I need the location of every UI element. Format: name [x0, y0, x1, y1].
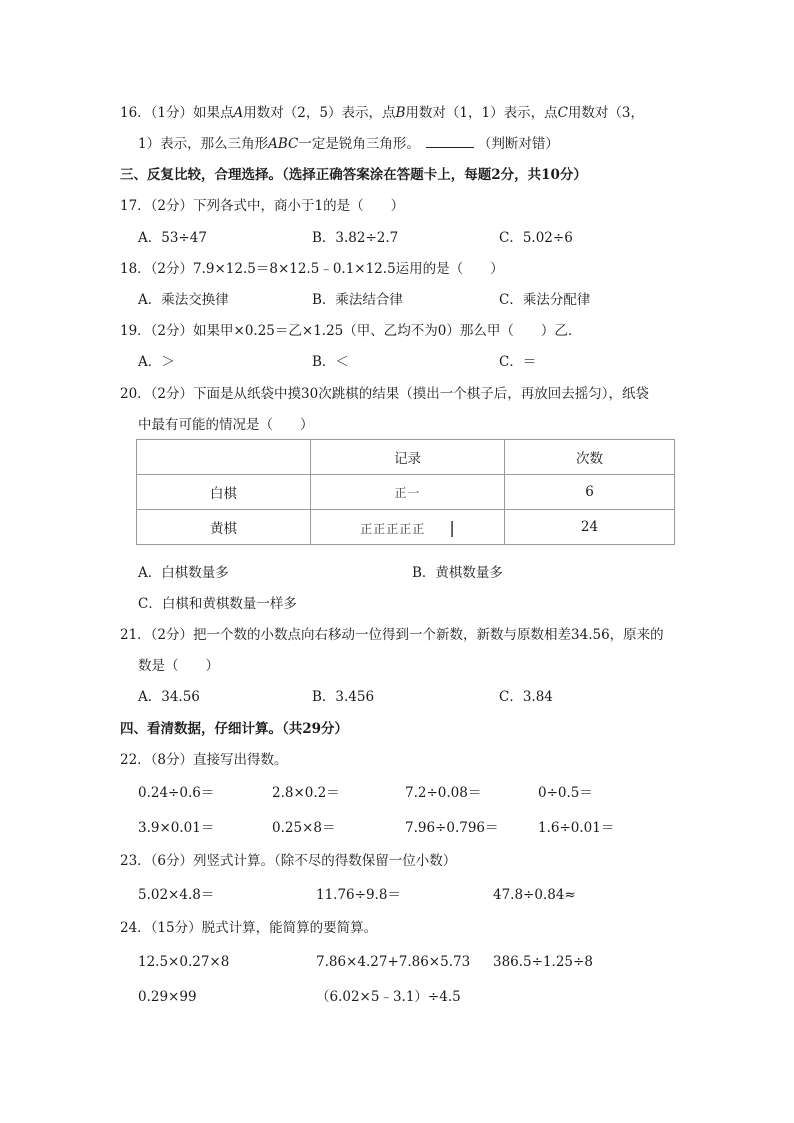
- q24-item: 386.5÷1.25÷8: [493, 954, 593, 970]
- q22-item: 7.96÷0.796＝: [405, 820, 499, 836]
- table-header-row: [137, 440, 675, 475]
- table-cell-count: 6: [505, 475, 675, 510]
- q16-var-c: C: [557, 105, 568, 121]
- q23-item: 11.76÷9.8＝: [316, 887, 401, 903]
- q23-item: 5.02×4.8＝: [138, 887, 215, 903]
- q19-option-a[interactable]: A．＞: [138, 354, 175, 370]
- q22-item: 0.24÷0.6＝: [138, 785, 215, 801]
- table-header-record: 记录: [311, 440, 505, 475]
- table-cell-name: 白棋: [137, 475, 311, 510]
- q19-option-c[interactable]: C．＝: [499, 354, 537, 370]
- q16-text-1: 16．（1分）如果点: [120, 105, 234, 121]
- q19-option-b[interactable]: B．＜: [312, 354, 349, 370]
- table-cell-count: 24: [505, 510, 675, 545]
- tally-marks: 正一: [394, 485, 421, 500]
- table-header-count: 次数: [505, 440, 675, 475]
- q22-item: 7.2÷0.08＝: [405, 785, 482, 801]
- q24-item: 7.86×4.27+7.86×5.73: [316, 954, 471, 970]
- table-row: [137, 475, 675, 510]
- q18-option-b[interactable]: B．乘法结合律: [312, 292, 403, 308]
- q21-option-b[interactable]: B．3.456: [312, 689, 375, 705]
- tally-marks: 正正正正正: [360, 521, 426, 536]
- q16-text-3: 用数对（1，1）表示，点: [405, 105, 558, 121]
- q17-option-c[interactable]: C．5.02÷6: [499, 230, 573, 246]
- table-cell-name: 黄棋: [137, 510, 311, 545]
- q21-stem-2: 数是（ ）: [138, 658, 219, 674]
- q17-stem: 17．（2分）下列各式中，商小于1的是（ ）: [120, 198, 405, 214]
- q22-item: 0÷0.5＝: [538, 785, 593, 801]
- section3-title: 三、反复比较，合理选择。（选择正确答案涂在答题卡上，每题2分，共10分）: [120, 167, 587, 183]
- q21-option-a[interactable]: A．34.56: [138, 689, 200, 705]
- section4-title: 四、看清数据，仔细计算。（共29分）: [120, 721, 349, 737]
- q22-stem: 22．（8分）直接写出得数。: [120, 752, 288, 768]
- q21-option-c[interactable]: C．3.84: [499, 689, 553, 705]
- q17-option-a[interactable]: A．53÷47: [138, 230, 207, 246]
- tally-table: [136, 439, 675, 545]
- q20-stem-2: 中最有可能的情况是（ ）: [138, 417, 314, 433]
- q16-text-2: 用数对（2，5）表示，点: [243, 105, 396, 121]
- q24-item: 0.29×99: [138, 989, 197, 1005]
- q17-option-b[interactable]: B．3.82÷2.7: [312, 230, 399, 246]
- q20-stem-1: 20．（2分）下面是从纸袋中摸30次跳棋的结果（摸出一个棋子后，再放回去摇匀），纸袋: [120, 386, 649, 402]
- q22-item: 1.6÷0.01＝: [538, 820, 615, 836]
- table-cell-record: [311, 475, 505, 510]
- q16-var-a: A: [233, 105, 244, 121]
- q21-stem-1: 21．（2分）把一个数的小数点向右移动一位得到一个新数，新数与原数相差34.56，原来的: [120, 627, 664, 643]
- q16-text-7: （判断对错）: [477, 136, 559, 152]
- tally-bar: |: [449, 517, 455, 537]
- q20-option-c[interactable]: C．白棋和黄棋数量一样多: [138, 596, 297, 612]
- q16-answer-blank[interactable]: [426, 135, 474, 148]
- table-cell-record: [311, 510, 505, 545]
- q18-option-a[interactable]: A．乘法交换律: [138, 292, 229, 308]
- q23-item: 47.8÷0.84≈: [493, 887, 576, 903]
- q16-line2: [138, 135, 559, 153]
- q16-text-4: 用数对（3，: [567, 105, 645, 121]
- q16-var-b: B: [395, 105, 406, 121]
- table-header-empty: [137, 440, 311, 475]
- q19-stem: 19．（2分）如果甲×0.25＝乙×1.25（甲、乙均不为0）那么甲（ ）乙．: [120, 323, 582, 339]
- q22-item: 0.25×8＝: [272, 820, 336, 836]
- table-row: [137, 510, 675, 545]
- q16-var-abc: ABC: [268, 136, 299, 152]
- q24-item: （6.02×5﹣3.1）÷4.5: [316, 989, 461, 1005]
- q24-stem: 24．（15分）脱式计算，能简算的要简算。: [120, 920, 378, 936]
- q18-stem: 18．（2分）7.9×12.5＝8×12.5﹣0.1×12.5运用的是（ ）: [120, 261, 504, 277]
- q23-stem: 23．（6分）列竖式计算。（除不尽的得数保留一位小数）: [120, 853, 457, 869]
- q16-line1: [120, 104, 644, 122]
- q16-text-6: 一定是锐角三角形。: [298, 136, 420, 152]
- q20-option-a[interactable]: A．白棋数量多: [138, 565, 229, 581]
- q18-option-c[interactable]: C．乘法分配律: [499, 292, 591, 308]
- q22-item: 3.9×0.01＝: [138, 820, 215, 836]
- q24-item: 12.5×0.27×8: [138, 954, 230, 970]
- q16-text-5: 1）表示，那么三角形: [138, 136, 269, 152]
- q22-item: 2.8×0.2＝: [272, 785, 340, 801]
- q20-option-b[interactable]: B．黄棋数量多: [412, 565, 503, 581]
